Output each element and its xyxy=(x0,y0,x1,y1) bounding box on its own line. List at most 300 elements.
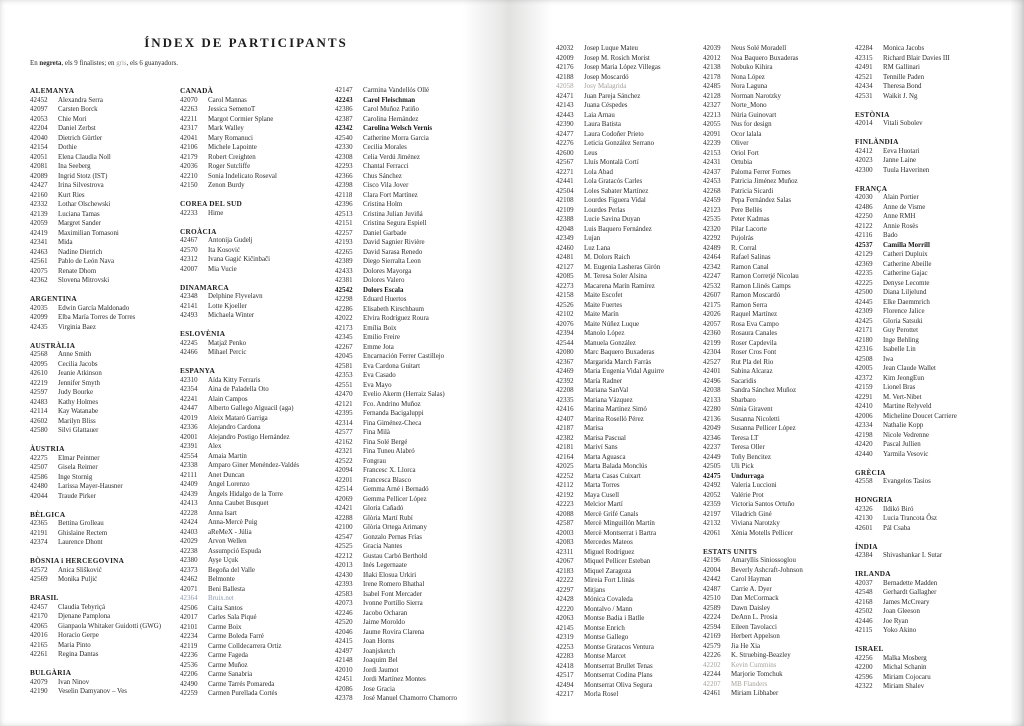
participant-row xyxy=(335,362,493,372)
participant-name: Nobuko Kihira xyxy=(731,64,773,71)
participant-row xyxy=(180,246,335,256)
participant-row xyxy=(30,313,180,323)
participant-row xyxy=(556,73,704,83)
participant-number: 42420 xyxy=(855,441,873,448)
participant-row xyxy=(703,320,853,330)
participant-row xyxy=(180,395,335,405)
participant-row xyxy=(703,594,853,604)
participant-row xyxy=(855,73,1013,83)
country-block xyxy=(855,468,1013,487)
participant-number: 42380 xyxy=(180,557,198,564)
participant-number: 42263 xyxy=(180,106,198,113)
participant-number: 42148 xyxy=(335,657,353,664)
participant-number: 42311 xyxy=(556,548,574,556)
legend-note-part: gris xyxy=(116,60,127,67)
participant-row xyxy=(335,675,493,685)
participant-number: 42320 xyxy=(703,225,721,233)
participant-row xyxy=(556,462,704,472)
participant-name: Jeanie Atkinson xyxy=(58,370,102,377)
participant-number: 42115 xyxy=(855,627,873,634)
participant-name: Caita Santos xyxy=(208,604,243,612)
participant-row xyxy=(180,134,335,144)
participant-name: José Manuel Chamorro Chamorro xyxy=(363,695,457,702)
participant-number: 42387 xyxy=(335,115,353,123)
participant-name: Yoko Akino xyxy=(883,627,917,634)
participant-number: 42486 xyxy=(855,203,873,211)
participant-number: 42063 xyxy=(556,615,574,622)
participant-number: 42114 xyxy=(30,408,48,415)
participant-name: Isabelle Lin xyxy=(883,346,916,353)
participant-name: Ramon Moscardó xyxy=(731,292,781,299)
participant-number: 42196 xyxy=(703,557,721,564)
participant-row xyxy=(30,379,180,389)
participant-number: 42373 xyxy=(180,566,198,574)
participant-row xyxy=(703,196,853,206)
participant-row xyxy=(180,594,335,604)
participant-row xyxy=(703,575,853,585)
participant-row xyxy=(703,234,853,244)
participant-name: Martine Relyveld xyxy=(883,403,932,410)
participant-name: Montserrat Brullet Tenas xyxy=(584,662,653,670)
participant-number: 42070 xyxy=(180,96,198,104)
participant-name: Gemma Pellicer López xyxy=(363,495,427,503)
participant-row xyxy=(855,298,1013,308)
participant-row xyxy=(30,360,180,370)
participant-row xyxy=(855,317,1013,327)
participant-number: 42165 xyxy=(30,641,48,649)
participant-number: 42388 xyxy=(556,216,574,223)
participant-row xyxy=(855,440,1013,450)
participant-number: 42109 xyxy=(556,206,574,214)
participant-number: 42477 xyxy=(556,130,574,138)
participant-row xyxy=(180,452,335,462)
participant-number: 42467 xyxy=(180,237,198,244)
participant-name: Sonia Indelicato Roseval xyxy=(208,172,277,180)
participant-number: 42554 xyxy=(180,452,198,460)
participant-row xyxy=(180,490,335,500)
participant-number: 42441 xyxy=(556,178,574,185)
participant-row xyxy=(855,682,1013,692)
participant-row xyxy=(180,575,335,585)
participant-name: Catheri Dupluix xyxy=(883,251,928,258)
participant-number: 42065 xyxy=(30,622,48,630)
participant-row xyxy=(556,358,704,368)
participant-name: Peter Kadmas xyxy=(731,216,770,223)
participant-name: Theresa Bond xyxy=(883,83,922,90)
participant-name: Jaime Moroldo xyxy=(363,619,405,626)
participant-number: 42012 xyxy=(703,54,721,62)
participant-row xyxy=(30,678,180,688)
participant-row xyxy=(30,350,180,360)
participant-row xyxy=(180,414,335,424)
participant-row xyxy=(703,158,853,168)
country-heading: DINAMARCA xyxy=(180,282,229,292)
participant-row xyxy=(703,500,853,510)
participant-name: Rafael Salinas xyxy=(731,254,771,261)
participant-row xyxy=(703,73,853,83)
participant-name: Fina Giménez-Checa xyxy=(363,419,422,427)
participant-row xyxy=(855,412,1013,422)
participant-number: 42442 xyxy=(703,576,721,583)
participant-row xyxy=(703,642,853,652)
participant-row xyxy=(30,482,180,492)
participant-name: Montse Gallego xyxy=(584,634,629,641)
participant-row xyxy=(855,505,1013,515)
participant-number: 42197 xyxy=(703,510,721,518)
participant-name: Horacio Gerpe xyxy=(58,632,99,639)
participant-name: Josep Maria López Villegas xyxy=(584,64,661,71)
participant-name: R. Corral xyxy=(731,244,757,252)
participant-row xyxy=(335,666,493,676)
participant-name: Pere Bellès xyxy=(731,206,763,214)
participant-number: 42428 xyxy=(556,596,574,603)
participant-name: Nus for design xyxy=(731,121,772,128)
participant-row xyxy=(30,210,180,220)
participant-name: Mihael Percic xyxy=(208,349,247,356)
participant-row xyxy=(855,477,1013,487)
participant-row xyxy=(556,633,704,643)
participant-row xyxy=(556,244,704,254)
participant-row xyxy=(30,323,180,333)
participant-row xyxy=(703,472,853,482)
participant-name: Lotte Kjoeller xyxy=(208,302,247,310)
participant-number: 42390 xyxy=(556,121,574,128)
participant-name: Sacaridis xyxy=(731,377,757,385)
participant-name: Rosaura Canales xyxy=(731,330,778,337)
participant-name: Carol Muñoz Patiño xyxy=(363,106,419,113)
participant-name: Margret Sander xyxy=(58,220,101,227)
participant-number: 42367 xyxy=(556,358,574,366)
participant-name: Amparo Giner Menéndez-Valdés xyxy=(208,462,300,469)
participant-row xyxy=(335,390,493,400)
participant-row xyxy=(335,637,493,647)
participant-row xyxy=(855,524,1013,534)
participant-row xyxy=(855,63,1013,73)
participant-number: 42469 xyxy=(556,368,574,375)
participant-row xyxy=(703,225,853,235)
participant-row xyxy=(855,421,1013,431)
participant-number: 42207 xyxy=(703,680,721,688)
participant-row xyxy=(335,257,493,267)
participant-number: 42338 xyxy=(180,462,198,469)
participant-row xyxy=(335,457,493,467)
participant-row xyxy=(335,485,493,495)
participant-number: 42244 xyxy=(703,671,721,678)
participant-name: Margot Cormier Splane xyxy=(208,115,274,123)
participant-number: 42449 xyxy=(703,453,721,461)
participant-row xyxy=(703,63,853,73)
participant-row xyxy=(556,443,704,453)
participant-row xyxy=(556,415,704,425)
participant-row xyxy=(703,206,853,216)
country-block xyxy=(703,547,853,699)
participant-name: Joe Ryan xyxy=(883,617,909,625)
country-block xyxy=(855,644,1013,692)
participant-row xyxy=(556,614,704,624)
participant-number: 42322 xyxy=(855,683,873,690)
participant-number: 42462 xyxy=(180,576,198,583)
participant-number: 42378 xyxy=(335,695,353,702)
participant-row xyxy=(703,111,853,121)
participants-column-left-1 xyxy=(30,86,180,697)
participant-name: Patricia Jiménez Muñoz xyxy=(731,178,798,185)
participant-row xyxy=(855,673,1013,683)
participant-row xyxy=(180,547,335,557)
participant-name: Florence Jalice xyxy=(883,308,925,315)
participant-name: Inge Behling xyxy=(883,336,919,344)
participant-number: 42129 xyxy=(855,251,873,258)
participant-name: Valeria Luccioni xyxy=(731,482,777,489)
participant-number: 42365 xyxy=(30,520,48,527)
participant-name: Anne de Visme xyxy=(883,203,926,211)
participant-name: Fernanda Bacigaluppi xyxy=(363,410,424,417)
participant-number: 42058 xyxy=(556,83,574,90)
participant-row xyxy=(556,282,704,292)
participant-number: 42239 xyxy=(703,140,721,147)
participant-row xyxy=(556,557,704,567)
participant-number: 42308 xyxy=(335,153,353,161)
participant-row xyxy=(30,575,180,585)
participant-name: Mariví Sans xyxy=(584,444,618,451)
participant-row xyxy=(180,181,335,191)
participant-row xyxy=(703,415,853,425)
participant-row xyxy=(703,348,853,358)
participant-number: 42132 xyxy=(703,520,721,527)
participant-number: 42460 xyxy=(556,244,574,252)
participant-number: 42139 xyxy=(30,210,48,218)
participant-name: Elena Claudia Noll xyxy=(58,153,111,161)
participant-row xyxy=(335,504,493,514)
participant-name: Mónica Covaleda xyxy=(584,596,633,603)
participant-number: 42236 xyxy=(180,652,198,659)
participant-number: 42171 xyxy=(855,327,873,334)
participant-name: Assumpció Espuda xyxy=(208,547,262,555)
participant-row xyxy=(30,257,180,267)
participant-number: 42485 xyxy=(703,83,721,90)
participant-row xyxy=(556,519,704,529)
participant-name: Lucie Savina Duyan xyxy=(584,216,641,223)
participant-number: 42491 xyxy=(855,64,873,71)
participant-name: Norte_Mono xyxy=(731,102,767,109)
participant-name: Virginia Baez xyxy=(58,323,96,331)
country-block xyxy=(855,542,1013,561)
participant-number: 42150 xyxy=(180,182,198,189)
participant-row xyxy=(556,367,704,377)
participant-number: 42226 xyxy=(703,652,721,659)
participant-row xyxy=(335,371,493,381)
participant-name: Belmonte xyxy=(208,576,235,583)
participant-number: 42023 xyxy=(855,157,873,164)
country-block xyxy=(180,86,335,191)
participant-name: Àngels Hidalgo de la Torre xyxy=(208,490,283,498)
participant-row xyxy=(855,193,1013,203)
participant-row xyxy=(30,622,180,632)
participant-name: Aina de Paladella Oto xyxy=(208,386,269,393)
participant-number: 42100 xyxy=(335,524,353,531)
participant-name: Marisa xyxy=(584,425,604,432)
participant-number: 42052 xyxy=(703,491,721,499)
participant-name: Mia Vucie xyxy=(208,265,237,273)
participant-number: 42252 xyxy=(556,472,574,480)
country-heading: HONGRIA xyxy=(855,495,893,504)
participant-name: Alejandro Postigo Hernández xyxy=(208,433,290,441)
participant-row xyxy=(30,304,180,314)
participant-number: 42440 xyxy=(855,450,873,458)
participant-number: 42102 xyxy=(556,311,574,318)
participant-row xyxy=(855,222,1013,232)
participant-number: 42446 xyxy=(855,617,873,625)
participant-number: 42443 xyxy=(556,111,574,119)
participant-number: 42040 xyxy=(30,134,48,142)
participant-name: Tuula Haverinen xyxy=(883,166,930,174)
participant-row xyxy=(180,172,335,182)
participant-number: 42190 xyxy=(30,688,48,695)
participant-row xyxy=(556,168,704,178)
participant-name: Montse Gratacos Ventura xyxy=(584,643,654,651)
participant-number: 42542 xyxy=(335,286,353,294)
participant-name: Kay Watanabe xyxy=(58,408,99,415)
participant-row xyxy=(703,329,853,339)
participant-name: Carrie A. Dyer xyxy=(731,585,772,593)
participant-number: 42089 xyxy=(30,172,48,180)
participant-number: 42354 xyxy=(180,386,198,393)
participant-number: 42228 xyxy=(180,509,198,517)
participant-name: Alexandra Serra xyxy=(58,96,103,104)
participant-name: Ingrid Stotz (IST) xyxy=(58,172,108,180)
participant-number: 42597 xyxy=(30,389,48,396)
participant-number: 42154 xyxy=(30,144,48,151)
participant-row xyxy=(703,310,853,320)
participant-row xyxy=(855,364,1013,374)
participant-name: Cisco Vila Jover xyxy=(363,182,409,189)
participant-name: Daniel Zerbst xyxy=(58,125,96,132)
participant-name: Anne RMH xyxy=(883,213,916,220)
participant-number: 42310 xyxy=(180,376,198,384)
participant-number: 42003 xyxy=(556,529,574,537)
participant-row xyxy=(855,663,1013,673)
participant-name: Malka Mosberg xyxy=(883,654,927,662)
participant-row xyxy=(335,438,493,448)
participant-row xyxy=(180,480,335,490)
participant-name: Maite Núñez Luque xyxy=(584,320,640,328)
participant-name: Catherine Gajac xyxy=(883,270,928,277)
participant-name: Francesc X. Llorca xyxy=(363,467,416,474)
participant-name: Joanjsketch xyxy=(363,647,396,655)
participant-row xyxy=(180,461,335,471)
country-heading: ÀUSTRIA xyxy=(30,444,65,453)
country-block xyxy=(855,137,1013,175)
participant-row xyxy=(556,472,704,482)
participant-number: 42369 xyxy=(855,260,873,268)
participant-name: Jacobo Ocharan xyxy=(363,609,408,617)
participant-row xyxy=(703,149,853,159)
participant-number: 42153 xyxy=(703,149,721,157)
participant-row xyxy=(703,481,853,491)
participant-name: Oriol Fort xyxy=(731,149,759,157)
participant-number: 42223 xyxy=(556,501,574,508)
participant-row xyxy=(335,324,493,334)
participant-row xyxy=(335,134,493,144)
participant-number: 42199 xyxy=(703,339,721,347)
participant-row xyxy=(180,162,335,172)
participant-number: 42461 xyxy=(703,690,721,697)
participant-number: 42181 xyxy=(556,444,574,451)
participant-number: 42275 xyxy=(30,454,48,462)
participant-number: 42561 xyxy=(30,258,48,265)
participant-name: Beverly Ashcraft-Johnson xyxy=(731,566,803,574)
participant-row xyxy=(335,153,493,163)
participant-number: 42312 xyxy=(180,256,198,263)
participant-row xyxy=(703,434,853,444)
participants-column-left-3 xyxy=(335,86,493,704)
participant-row xyxy=(180,518,335,528)
participant-number: 42293 xyxy=(335,163,353,170)
participant-number: 42537 xyxy=(855,241,873,249)
participant-number: 42425 xyxy=(855,317,873,325)
participant-row xyxy=(335,381,493,391)
participant-number: 42151 xyxy=(335,220,353,227)
participant-row xyxy=(30,134,180,144)
participant-name: Kurt Ries xyxy=(58,191,85,199)
participant-number: 42257 xyxy=(335,229,353,237)
participant-name: Ivonne Portillo Sierra xyxy=(363,600,423,607)
participant-row xyxy=(703,386,853,396)
participant-row xyxy=(703,272,853,282)
participant-name: Josep M. Rosich Morist xyxy=(584,54,650,62)
participant-name: Montalvo / Mann xyxy=(584,605,633,613)
participant-name: Rut Pla del Rio xyxy=(731,358,774,366)
participant-name: Carme Muñoz xyxy=(208,661,248,669)
participant-number: 42219 xyxy=(30,379,48,387)
participant-number: 42076 xyxy=(556,320,574,328)
participant-number: 42276 xyxy=(556,140,574,147)
participant-name: Inge Stornig xyxy=(58,473,93,481)
participant-number: 42075 xyxy=(30,267,48,275)
participant-name: Josy Malagrida xyxy=(584,83,627,90)
country-block xyxy=(855,569,1013,636)
participant-name: Nora Laguna xyxy=(731,83,768,90)
participant-number: 42570 xyxy=(180,246,198,254)
participant-name: Roser Cros Font xyxy=(731,349,777,356)
participant-row xyxy=(556,139,704,149)
participant-name: Jose Gracia xyxy=(363,685,395,693)
participant-name: Lourdes Figuera Vidal xyxy=(584,197,646,204)
participant-name: Carles Sala Piqué xyxy=(208,614,257,621)
participant-number: 42431 xyxy=(703,159,721,166)
participant-number: 42044 xyxy=(30,492,48,500)
participant-name: Carme Sanabria xyxy=(208,671,253,678)
participant-name: Iwa xyxy=(883,355,894,363)
participant-name: Ocor lalala xyxy=(731,130,762,138)
participant-name: Carme Boix xyxy=(208,623,242,631)
country-block xyxy=(30,444,180,501)
participant-row xyxy=(703,556,853,566)
participant-number: 42212 xyxy=(335,552,353,560)
participant-number: 42342 xyxy=(335,125,353,132)
participant-name: Irina Silvestrova xyxy=(58,182,104,189)
participant-name: Laurence Dhont xyxy=(58,539,103,546)
participant-number: 42409 xyxy=(180,481,198,488)
participant-row xyxy=(556,196,704,206)
participant-name: Viladrich Giné xyxy=(731,510,772,518)
participant-number: 42589 xyxy=(703,604,721,612)
participant-row xyxy=(556,215,704,225)
participant-number: 42004 xyxy=(703,566,721,574)
participant-row xyxy=(703,670,853,680)
participant-number: 42225 xyxy=(855,279,873,287)
participant-name: Gonzalo Pernas Frías xyxy=(363,533,422,541)
participant-number: 42119 xyxy=(180,642,198,650)
